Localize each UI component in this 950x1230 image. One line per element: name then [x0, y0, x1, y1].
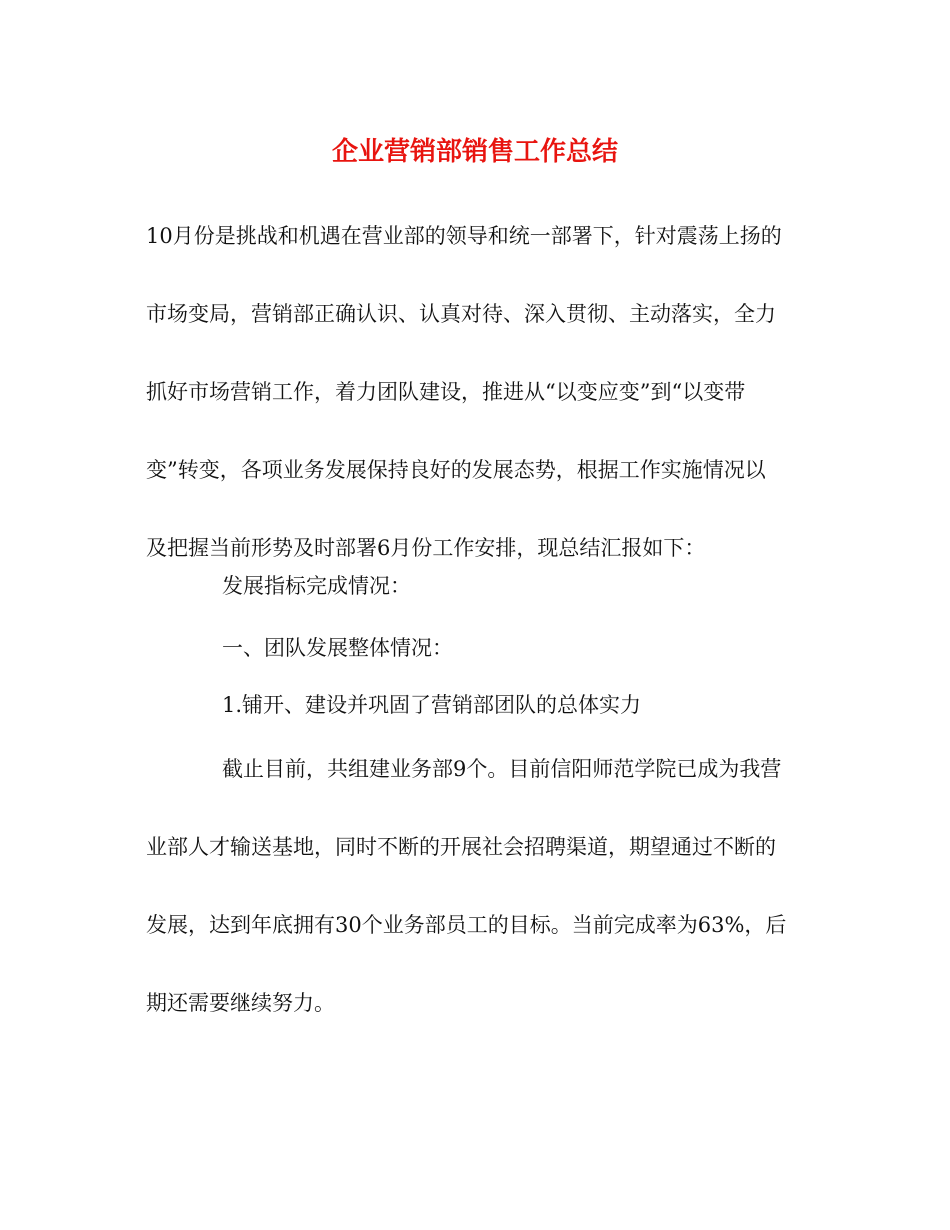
body-paragraph [146, 754, 806, 1018]
paragraph-line: 期还需要继续努力。 [146, 991, 335, 1015]
section-heading-indicators: 发展指标完成情况： [222, 574, 411, 598]
paragraph-line: 市场变局，营销部正确认识、认真对待、深入贯彻、主动落实，全力 [146, 302, 776, 326]
subsection-heading-1: 1.铺开、建设并巩固了营销部团队的总体实力 [222, 693, 642, 717]
document-title: 企业营销部销售工作总结 [331, 137, 618, 167]
intro-paragraph [146, 221, 806, 563]
paragraph-line: 截止目前，共组建业务部9个。目前信阳师范学院已成为我营 [222, 757, 782, 781]
paragraph-line: 及把握当前形势及时部署6月份工作安排，现总结汇报如下： [146, 536, 706, 560]
paragraph-line: 10月份是挑战和机遇在营业部的领导和统一部署下，针对震荡上扬的 [146, 224, 782, 248]
paragraph-line: 发展，达到年底拥有30个业务部员工的目标。当前完成率为63%，后 [146, 913, 787, 937]
paragraph-line: 业部人才输送基地，同时不断的开展社会招聘渠道，期望通过不断的 [146, 835, 776, 859]
section-heading-team: 一、团队发展整体情况： [222, 636, 453, 660]
paragraph-line: 抓好市场营销工作，着力团队建设，推进从“以变应变”到“以变带 [146, 380, 746, 404]
paragraph-line: 变”转变，各项业务发展保持良好的发展态势，根据工作实施情况以 [146, 458, 766, 482]
